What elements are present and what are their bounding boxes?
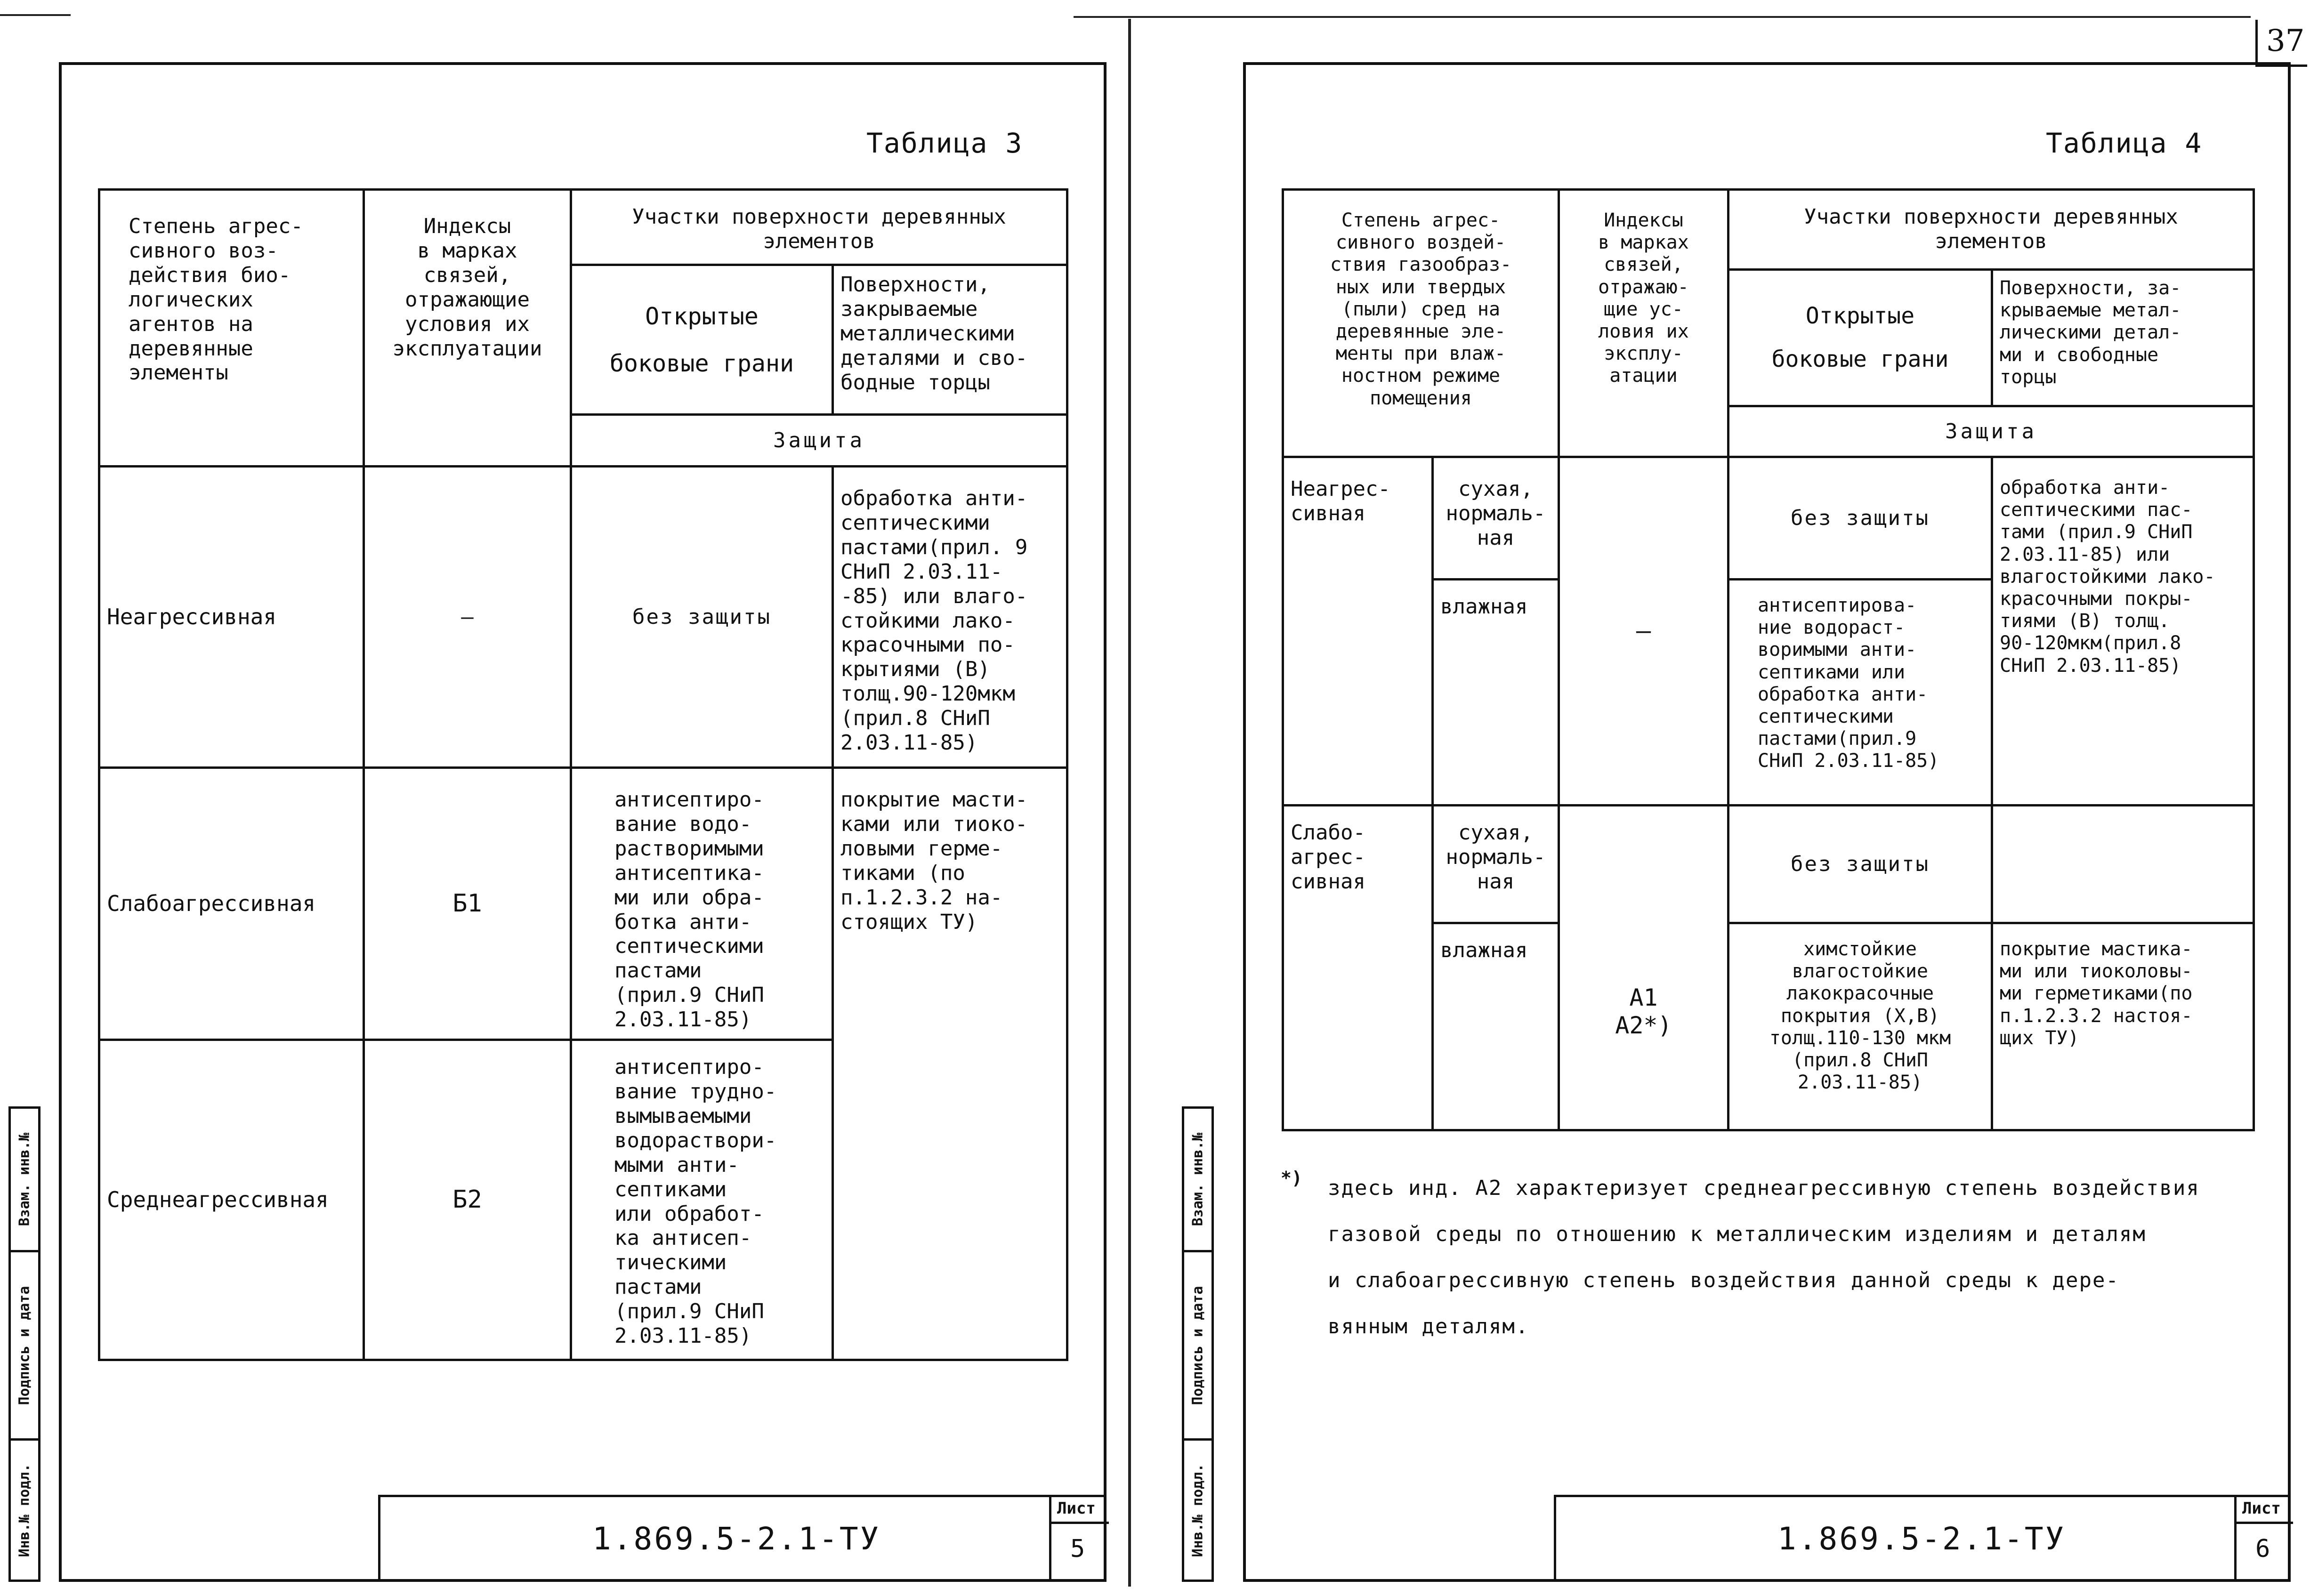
right-sheet-number: 6 bbox=[2255, 1535, 2270, 1563]
left-header-degree: Степень агрес- сивного воз- действия био- логических агентов на деревянные элементы bbox=[99, 190, 364, 467]
right-group2-degree: Слабо- агрес- сивная bbox=[1283, 806, 1433, 1130]
left-row2-closed: покрытие масти- ками или тиоко- ловыми герме- тиками (по п.1.2.3.2 на- стоящих ТУ) bbox=[833, 768, 1067, 1360]
left-stamp-cell-signature bbox=[11, 1250, 38, 1438]
right-header-index: Индексы в марках связей, отражаю- щие ус- ловия их эксплу- атации bbox=[1559, 190, 1728, 457]
left-header-group: Участки поверхности деревянных элементов bbox=[571, 190, 1067, 265]
left-sheet-number: 5 bbox=[1070, 1535, 1085, 1563]
right-table bbox=[1282, 188, 2255, 1131]
left-row1-open: без защиты bbox=[571, 467, 833, 768]
right-group1-closed: обработка анти- септическими пас- тами (прил.9 СНиП 2.03.11-85) или влагостойкими лако- красочными покры- тиями (В) толщ. 90-120мкм(прил.8 СНиП 2.03.11-85) bbox=[1992, 457, 2254, 806]
right-group1-degree: Неагрес- сивная bbox=[1283, 457, 1433, 806]
left-sheet-box bbox=[1049, 1497, 1107, 1582]
left-sheet-divider bbox=[1051, 1522, 1109, 1524]
right-group2-mode-dry: сухая, нормаль- ная bbox=[1433, 806, 1559, 923]
right-stamp-inventory: Взам. инв.№ bbox=[1189, 1132, 1206, 1226]
right-stamp-signature: Подпись и дата bbox=[1189, 1286, 1206, 1405]
right-group2-closed: покрытие мастика- ми или тиоколовы- ми герметиками(по п.1.2.3.2 настоя- щих ТУ) bbox=[1992, 923, 2254, 1130]
right-header-degree: Степень агрес- сивного воздей- ствия газообраз- ных или твердых (пыли) сред на деревянные эле- менты при влаж- ностном режиме помещения bbox=[1283, 190, 1559, 457]
left-row1-closed: обработка анти- септическими пастами(прил. 9 СНиП 2.03.11- -85) или влаго- стойкими лако- красочными по- крытиями (В) толщ.90-120мкм (прил.8 СНиП 2.03.11-85) bbox=[833, 467, 1067, 768]
right-header-open: Открытые боковые грани bbox=[1728, 270, 1992, 406]
left-row1-degree: Неагрессивная bbox=[99, 467, 364, 768]
left-header-open: Открытые боковые грани bbox=[571, 265, 833, 415]
left-stamp-signature: Подпись и дата bbox=[16, 1286, 33, 1405]
left-row1-index: — bbox=[364, 467, 571, 768]
footnote-line-1: здесь инд. А2 характеризует среднеагрессивную степень воздействия bbox=[1328, 1176, 2200, 1200]
left-row3-open: антисептиро- вание трудно- вымываемыми водораствори- мыми анти- септиками или обработ- ка антисеп- тическими пастами (прил.9 СНиП 2.03.11-85) bbox=[571, 1040, 833, 1360]
left-stamp-cell-inventory bbox=[11, 1109, 38, 1250]
top-edge-line-left bbox=[0, 14, 71, 16]
left-side-stamp bbox=[8, 1106, 40, 1582]
right-stamp-cell-signature bbox=[1184, 1250, 1212, 1438]
right-side-stamp bbox=[1182, 1106, 1214, 1582]
right-doc-code: 1.869.5-2.1-ТУ bbox=[1777, 1521, 2066, 1557]
corner-page-number: 37 bbox=[2266, 24, 2305, 58]
right-stamp-original: Инв.№ подл. bbox=[1189, 1463, 1206, 1557]
footnote-line-2: газовой среды по отношению к металлическим изделиям и деталям bbox=[1328, 1222, 2146, 1246]
right-group1-open-dry: без защиты bbox=[1728, 457, 1992, 580]
right-sheet-divider bbox=[2237, 1522, 2293, 1524]
left-row3-index: Б2 bbox=[364, 1040, 571, 1360]
left-header-protection: Защита bbox=[571, 415, 1067, 467]
left-row2-index: Б1 bbox=[364, 768, 571, 1040]
left-stamp-cell-original bbox=[11, 1438, 38, 1580]
right-stamp-cell-inventory bbox=[1184, 1109, 1212, 1250]
right-group2-closed-empty bbox=[1992, 806, 2254, 923]
right-group1-mode-dry: сухая, нормаль- ная bbox=[1433, 457, 1559, 580]
left-stamp-inventory: Взам. инв.№ bbox=[16, 1132, 33, 1226]
corner-page-number-box bbox=[2255, 20, 2307, 67]
left-sheet-label: Лист bbox=[1057, 1499, 1096, 1518]
right-header-group: Участки поверхности деревянных элементов bbox=[1728, 190, 2254, 270]
right-stamp-cell-original bbox=[1184, 1438, 1212, 1580]
left-table-title: Таблица 3 bbox=[866, 127, 1023, 159]
top-edge-line-right bbox=[1074, 16, 2251, 18]
footnote-line-3: и слабоагрессивную степень воздействия данной среды к дере- bbox=[1328, 1268, 2119, 1292]
right-group2-open-dry: без защиты bbox=[1728, 806, 1992, 923]
right-title-block bbox=[1554, 1495, 2291, 1582]
left-row2-degree: Слабоагрессивная bbox=[99, 768, 364, 1040]
right-group1-mode-wet: влажная bbox=[1433, 580, 1559, 806]
footnote-line-4: вянным деталям. bbox=[1328, 1314, 1529, 1338]
right-table-title: Таблица 4 bbox=[2046, 127, 2203, 159]
right-group2-open-wet: химстойкие влагостойкие лакокрасочные покрытия (Х,В) толщ.110-130 мкм (прил.8 СНиП 2.03.11-85) bbox=[1728, 923, 1992, 1130]
right-sheet-label: Лист bbox=[2242, 1499, 2281, 1518]
right-sheet-box bbox=[2234, 1497, 2291, 1582]
left-stamp-original: Инв.№ подл. bbox=[16, 1463, 33, 1557]
right-header-protection: Защита bbox=[1728, 406, 2254, 457]
left-title-block bbox=[378, 1495, 1107, 1582]
left-row2-open: антисептиро- вание водо- растворимыми антисептика- ми или обра- ботка анти- септическими пастами (прил.9 СНиП 2.03.11-85) bbox=[571, 768, 833, 1040]
right-group1-open-wet: антисептирова- ние водораст- воримыми анти- септиками или обработка анти- септическими пастами(прил.9 СНиП 2.03.11-85) bbox=[1728, 580, 1992, 806]
left-header-closed: Поверхности, закрываемые металлическими деталями и сво- бодные торцы bbox=[833, 265, 1067, 415]
left-doc-code: 1.869.5-2.1-ТУ bbox=[592, 1521, 881, 1557]
footnote-mark: *) bbox=[1281, 1168, 1302, 1188]
right-group2-mode-wet: влажная bbox=[1433, 923, 1559, 1130]
right-header-closed: Поверхности, за- крываемые метал- лическими детал- ми и свободные торцы bbox=[1992, 270, 2254, 406]
left-row3-degree: Среднеагрессивная bbox=[99, 1040, 364, 1360]
left-header-index: Индексы в марках связей, отражающие условия их эксплуатации bbox=[364, 190, 571, 467]
right-group2-index: А1 А2*) bbox=[1559, 806, 1728, 1130]
center-fold-line bbox=[1128, 19, 1131, 1587]
right-group1-index: — bbox=[1559, 457, 1728, 806]
left-table bbox=[98, 188, 1068, 1361]
